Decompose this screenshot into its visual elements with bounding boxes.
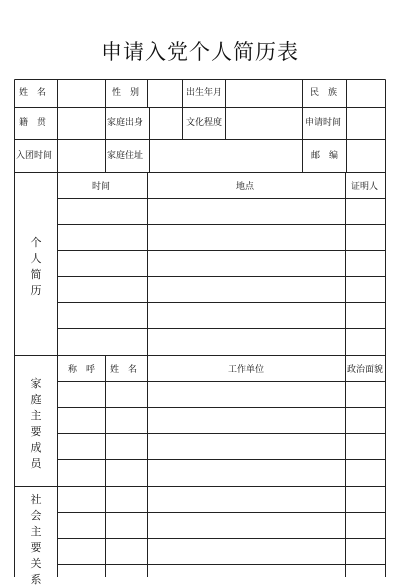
resume-place-header: 地点	[236, 182, 255, 192]
resume-section-label: 个人简历	[30, 236, 42, 297]
address-label: 家庭住址	[107, 151, 144, 161]
social-section-label: 社会主要关系	[30, 493, 42, 586]
name-label: 姓 名	[19, 88, 47, 98]
ethnicity-label: 民 族	[310, 88, 338, 98]
resume-witness-header: 证明人	[351, 182, 379, 192]
league-time-label: 入团时间	[16, 151, 53, 161]
family-work-header: 工作单位	[228, 365, 265, 375]
birth-label: 出生年月	[186, 88, 223, 98]
family-relation-header: 称 呼	[68, 365, 96, 375]
family-name-header: 姓 名	[110, 365, 138, 375]
education-label: 文化程度	[186, 118, 223, 128]
origin-label: 籍 贯	[19, 118, 47, 128]
family-political-header: 政治面貌	[347, 365, 384, 375]
apply-time-label: 申请时间	[305, 118, 342, 128]
gender-label: 性 别	[112, 88, 140, 98]
resume-time-header: 时间	[92, 182, 111, 192]
page-title: 申请入党个人简历表	[101, 40, 299, 64]
family-section-label: 家庭主要成员	[30, 377, 42, 470]
family-origin-label: 家庭出身	[107, 118, 144, 128]
postcode-label: 邮 编	[311, 151, 339, 161]
